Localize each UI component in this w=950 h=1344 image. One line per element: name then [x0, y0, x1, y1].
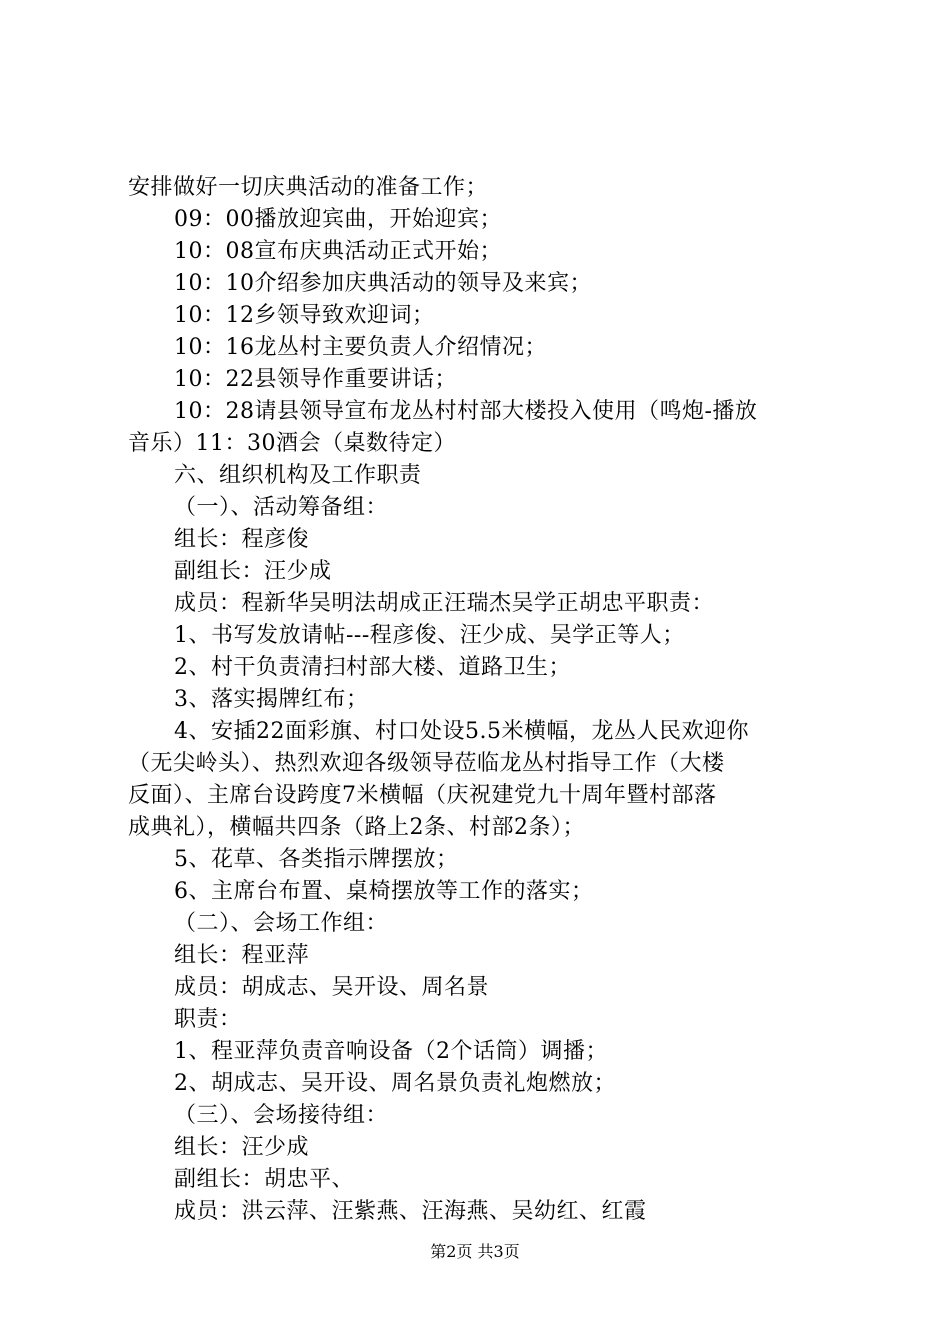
text-line: 成典礼），横幅共四条（路上2条、村部2条）；: [128, 815, 585, 840]
text-line: 1、程亚萍负责音响设备（2个话筒）调播；: [174, 1039, 608, 1064]
text-line: （无尖岭头）、热烈欢迎各级领导莅临龙丛村指导工作（大楼: [128, 751, 725, 776]
text-line: 1、书写发放请帖---程彦俊、汪少成、吴学正等人；: [174, 623, 685, 648]
text-line: 成员：洪云萍、汪紫燕、汪海燕、吴幼红、红霞: [174, 1199, 647, 1224]
text-line: 10：22县领导作重要讲话；: [174, 367, 457, 392]
text-line: 4、安插22面彩旗、村口处设5.5米横幅，龙丛人民欢迎你: [174, 719, 749, 744]
text-line: 10：10介绍参加庆典活动的领导及来宾；: [174, 271, 592, 296]
text-line: 组长：汪少成: [174, 1135, 310, 1160]
text-line: 成员：胡成志、吴开设、周名景: [174, 975, 490, 1000]
text-line: 六、组织机构及工作职责: [174, 463, 422, 488]
text-line: 10：08宣布庆典活动正式开始；: [174, 239, 502, 264]
text-line: 职责：: [174, 1007, 242, 1032]
text-line: 音乐）11：30酒会（桌数待定）: [128, 431, 456, 456]
text-line: 副组长：汪少成: [174, 559, 332, 584]
text-line: 2、胡成志、吴开设、周名景负责礼炮燃放；: [174, 1071, 616, 1096]
text-line: （二）、会场工作组：: [174, 911, 389, 936]
text-line: （三）、会场接待组：: [174, 1103, 389, 1128]
text-line: （一）、活动筹备组：: [174, 495, 389, 520]
text-line: 成员：程新华吴明法胡成正汪瑞杰吴学正胡忠平职责：: [174, 591, 715, 616]
text-line: 2、村干负责清扫村部大楼、道路卫生；: [174, 655, 571, 680]
text-line: 10：16龙丛村主要负责人介绍情况；: [174, 335, 547, 360]
document-body: [128, 172, 828, 1228]
text-line: 副组长：胡忠平、: [174, 1167, 355, 1192]
text-line: 09：00播放迎宾曲，开始迎宾；: [174, 207, 502, 232]
text-line: 3、落实揭牌红布；: [174, 687, 369, 712]
text-line: 5、花草、各类指示牌摆放；: [174, 847, 459, 872]
text-line: 10：12乡领导致欢迎词；: [174, 303, 435, 328]
text-line: 安排做好一切庆典活动的准备工作；: [128, 175, 489, 200]
page-footer: 第2页 共3页: [430, 1242, 520, 1261]
text-line: 组长：程亚萍: [174, 943, 310, 968]
text-line: 反面）、主席台设跨度7米横幅（庆祝建党九十周年暨村部落: [128, 783, 717, 808]
text-line: 6、主席台布置、桌椅摆放等工作的落实；: [174, 879, 594, 904]
text-line: 10：28请县领导宣布龙丛村村部大楼投入使用（鸣炮-播放: [174, 399, 758, 424]
text-line: 组长：程彦俊: [174, 527, 310, 552]
